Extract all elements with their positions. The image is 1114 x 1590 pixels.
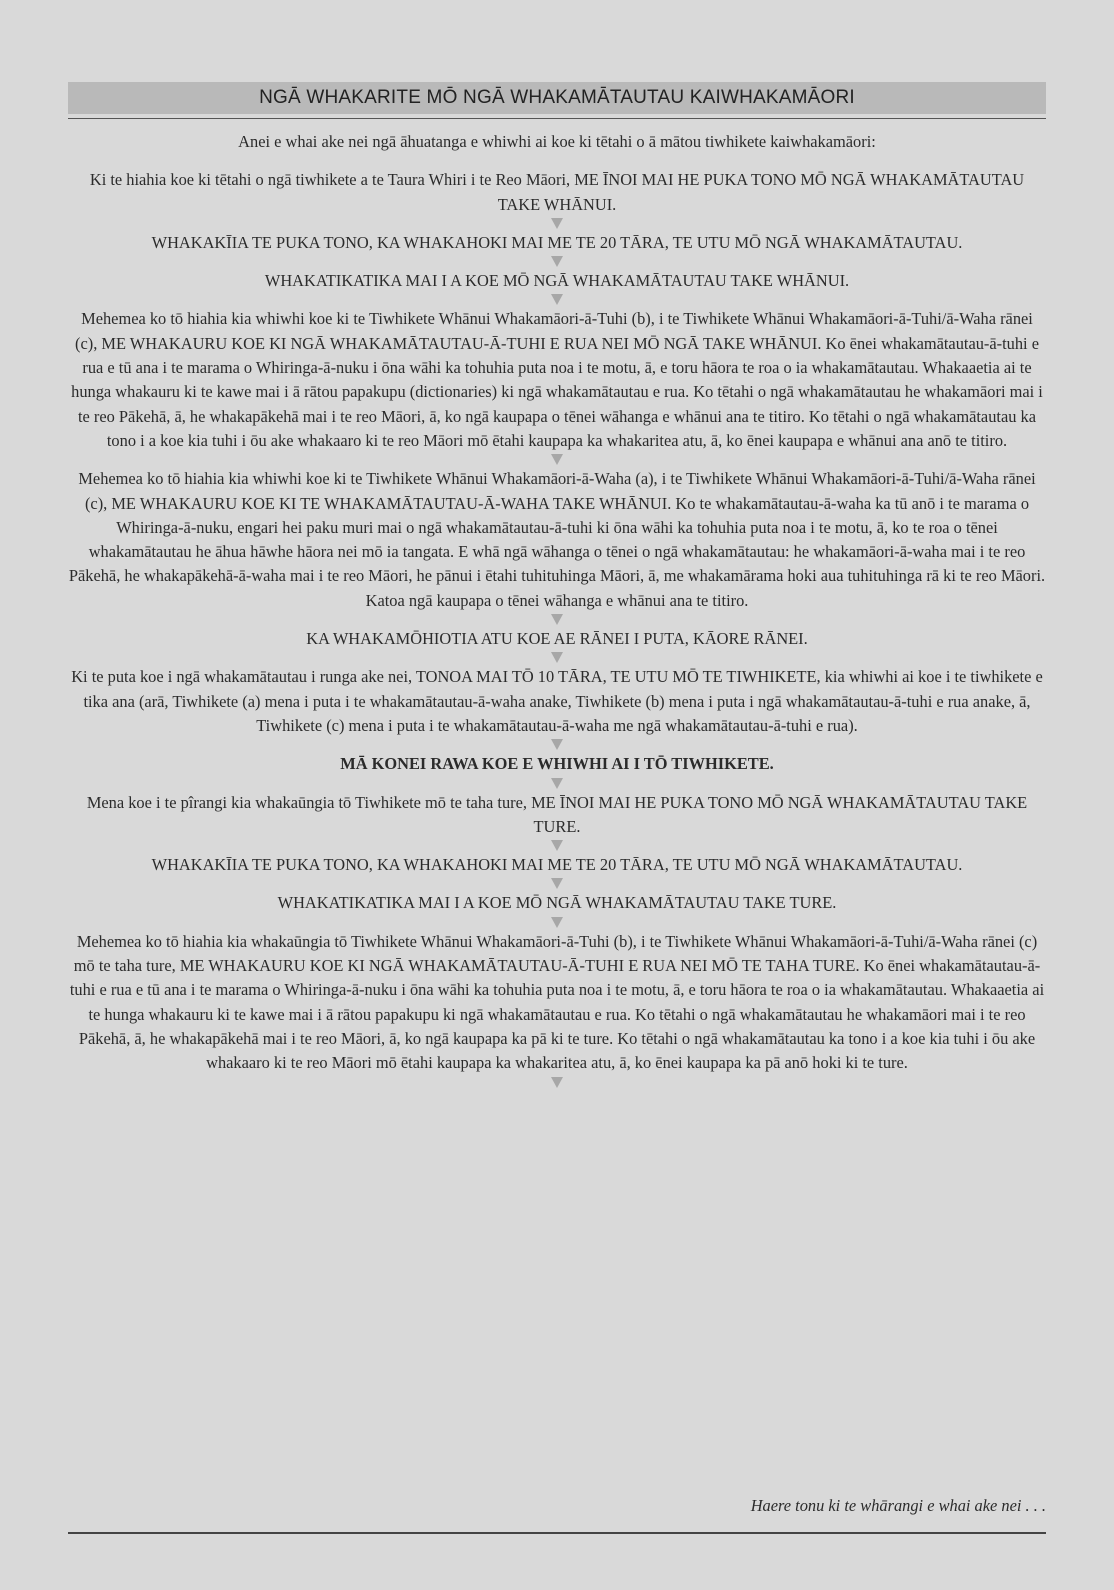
down-arrow-icon xyxy=(551,878,563,889)
step-12: Mehemea ko tō hiahia kia whakaūngia tō Tiwhikete Whānui Whakamāori-ā-Tuhi (b), i te Tiwhikete Whānui Whakamāori-ā-Tuhi/ā-Waha rānei (c) mō te taha ture, ME WHAKAURU KOE KI NGĀ WHAKAMĀTAUTAU-Ā-TUHI E RUA NEI MŌ TE TAHA TURE. Ko ēnei whakamātautau-ā-tuhi e rua e tū ana i te marama o Whiringa-ā-nuku i ōna wāhi ka tohuhia puta noa i te motu, ā, e toru hāora te roa o ia whakamātautau. Whakaaetia ai te hunga whakauru ki te kawe mai i ā rātou papakupu ki ngā whakamātautau e rua. Ko tētahi o ngā whakamātautau he whakamāori mai i te reo Pākehā, ā, he whakapākehā mai i te reo Māori, ā, ko ngā kaupapa ka pā ki te ture. Ko tētahi o ngā whakamātautau ka tono i a koe kia tuhi i ōu ake whakaaro ki te reo Māori mō ētahi kaupapa ka whakaritea atu, ā, ko ēnei kaupapa ka pā anō hoki ki te ture. xyxy=(69,931,1045,1073)
step-11: WHAKATIKATIKA MAI I A KOE MŌ NGĀ WHAKAMĀTAUTAU TAKE TURE. xyxy=(277,893,837,913)
step-1: Ki te hiahia koe ki tētahi o ngā tiwhikete a te Taura Whiri i te Reo Māori, ME ĪNOI MAI HE PUKA TONO MŌ NGĀ WHAKAMĀTAUTAU TAKE WHĀNUI. xyxy=(89,170,1025,214)
step-9: Mena koe i te pîrangi kia whakaūngia tō Tiwhikete mō te taha ture, ME ĪNOI MAI HE PUKA TONO MŌ NGĀ WHAKAMĀTAUTAU TAKE TURE. xyxy=(86,792,1028,836)
spacer xyxy=(68,154,1046,168)
step-10: WHAKAKĪIA TE PUKA TONO, KA WHAKAHOKI MAI ME TE 20 TĀRA, TE UTU MŌ NGĀ WHAKAMĀTAUTAU. xyxy=(151,855,963,875)
down-arrow-icon xyxy=(551,256,563,267)
page-title-banner xyxy=(68,82,1046,114)
down-arrow-icon xyxy=(551,739,563,750)
step-3: WHAKATIKATIKA MAI I A KOE MŌ NGĀ WHAKAMĀTAUTAU TAKE WHĀNUI. xyxy=(264,271,850,291)
down-arrow-icon xyxy=(551,1077,563,1088)
intro-text: Anei e whai ake nei ngā āhuatanga e whiwhi ai koe ki tētahi o ā mātou tiwhikete kaiwhakamāori: xyxy=(238,132,876,151)
down-arrow-icon xyxy=(551,294,563,305)
footer-rule xyxy=(68,1532,1046,1534)
step-8: MĀ KONEI RAWA KOE E WHIWHI AI I TŌ TIWHIKETE. xyxy=(340,754,774,774)
continued-note: Haere tonu ki te whārangi e whai ake nei . . . xyxy=(750,1496,1046,1515)
down-arrow-icon xyxy=(551,454,563,465)
down-arrow-icon xyxy=(551,917,563,928)
down-arrow-icon xyxy=(551,840,563,851)
title-rule xyxy=(68,118,1046,119)
step-5: Mehemea ko tō hiahia kia whiwhi koe ki te Tiwhikete Whānui Whakamāori-ā-Waha (a), i te Tiwhikete Whānui Whakamāori-ā-Tuhi/ā-Waha rānei (c), ME WHAKAURU KOE KI TE WHAKAMĀTAUTAU-Ā-WAHA TAKE WHĀNUI. Ko te whakamātautau-ā-waha ka tū anō i te marama o Whiringa-ā-nuku, engari hei paku muri mai o ngā whakamātautau-ā-tuhi ki ōna wāhi ka tohuhia puta noa i te motu, ā, ko te roa o tēnei whakamātautau he āhua hāwhe hāora nei mō ia tangata. E whā ngā wāhanga o tēnei o ngā whakamātautau: he whakamāori-ā-waha mai i te reo Pākehā, he whakapākehā-ā-waha mai i te reo Māori, he pānui i ētahi tuhituhinga Māori, ā, me whakamārama hoki aua tuhituhinga rā ki te reo Māori. Katoa ngā kaupapa o tēnei wāhanga e whānui ana te titiro. xyxy=(68,469,1046,610)
down-arrow-icon xyxy=(551,652,563,663)
down-arrow-icon xyxy=(551,778,563,789)
step-7: Ki te puta koe i ngā whakamātautau i runga ake nei, TONOA MAI TŌ 10 TĀRA, TE UTU MŌ TE TIWHIKETE, kia whiwhi ai koe i te tiwhikete e tika ana (arā, Tiwhikete (a) mena i puta i te whakamātautau-ā-waha anake, Tiwhikete (b) mena i puta i ngā whakamātautau-ā-tuhi e rua anake, ā, Tiwhikete (c) mena i puta i te whakamātautau-ā-waha me ngā whakamātautau-ā-tuhi e rua). xyxy=(71,667,1043,735)
step-6: KA WHAKAMŌHIOTIA ATU KOE AE RĀNEI I PUTA, KĀORE RĀNEI. xyxy=(306,629,808,649)
page-title: NGĀ WHAKARITE MŌ NGĀ WHAKAMĀTAUTAU KAIWHAKAMĀORI xyxy=(259,87,855,108)
content xyxy=(68,130,1046,1090)
step-2: WHAKAKĪIA TE PUKA TONO, KA WHAKAHOKI MAI ME TE 20 TĀRA, TE UTU MŌ NGĀ WHAKAMĀTAUTAU. xyxy=(151,232,963,252)
down-arrow-icon xyxy=(551,614,563,625)
step-4: Mehemea ko tō hiahia kia whiwhi koe ki te Tiwhikete Whānui Whakamāori-ā-Tuhi (b), i te Tiwhikete Whānui Whakamāori-ā-Tuhi/ā-Waha rānei (c), ME WHAKAURU KOE KI NGĀ WHAKAMĀTAUTAU-Ā-TUHI E RUA NEI MŌ NGĀ TAKE WHĀNUI. Ko ēnei whakamātautau-ā-tuhi e rua e tū ana i te marama o Whiringa-ā-nuku i ōna wāhi ka tohuhia puta noa i te motu, ā, e toru hāora te roa o ia whakamātautau. Whakaaetia ai te hunga whakauru ki te kawe mai i ā rātou papakupu (dictionaries) ki ngā whakamātautau e rua. Ko tētahi o ngā whakamātautau he whakamāori mai i te reo Pākehā, ā, he whakapākehā mai i te reo Māori, ā, ko ngā kaupapa o tēnei wāhanga e whānui ana te titiro. Ko tētahi o ngā whakamātautau ka tono i a koe kia tuhi i ōu ake whakaaro ki te reo Māori mō ētahi kaupapa ka whakaritea atu, ā, ko ēnei kaupapa e whānui ana anō te titiro. xyxy=(71,309,1043,450)
down-arrow-icon xyxy=(551,218,563,229)
